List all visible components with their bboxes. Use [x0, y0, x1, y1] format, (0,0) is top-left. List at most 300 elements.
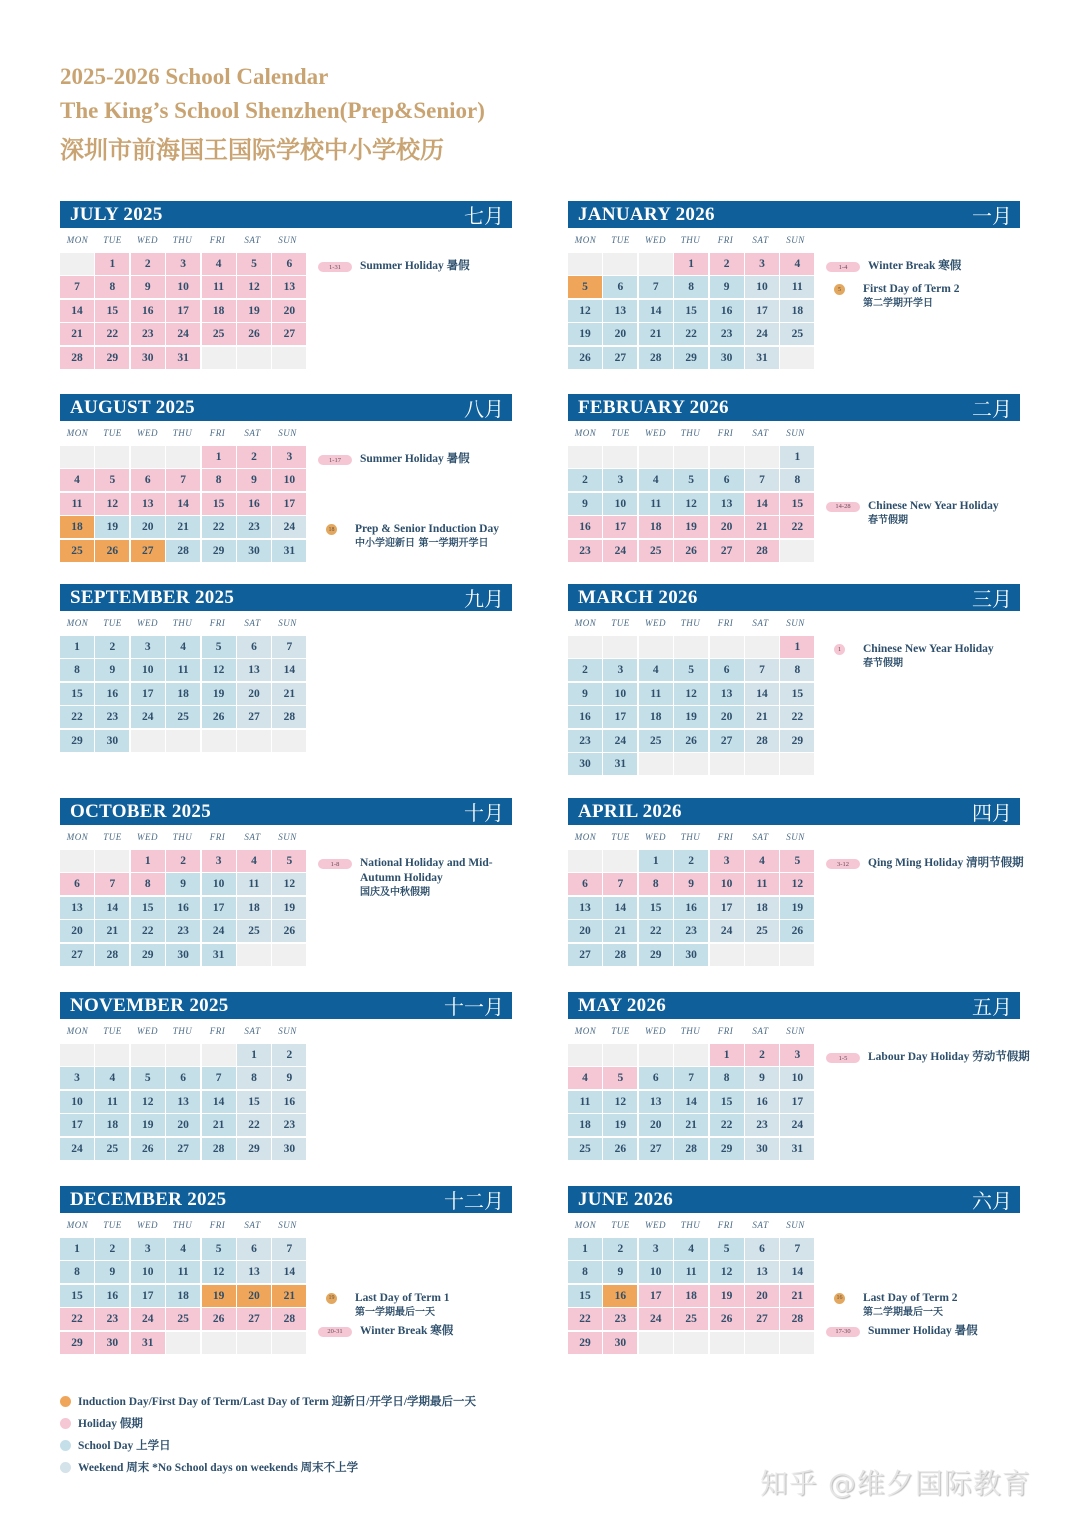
- day-cell-holiday: 21: [60, 323, 94, 345]
- month-header: [60, 992, 512, 1019]
- note-text: [360, 259, 470, 274]
- day-cell-holiday: 8: [95, 276, 129, 298]
- day-cell-school: 15: [60, 683, 94, 705]
- day-cell-weekend: 23: [272, 1114, 306, 1136]
- day-cell-holiday: 31: [131, 1332, 165, 1354]
- month-name: MARCH 2026: [578, 586, 698, 608]
- day-cell-weekend: 14: [272, 1261, 306, 1283]
- day-cell-holiday: 5: [95, 469, 129, 491]
- weekday-label: FRI: [717, 832, 734, 842]
- month-name-chinese: 一月: [972, 204, 1012, 228]
- day-cell-school: 10: [131, 659, 165, 681]
- empty-cell: [166, 1044, 200, 1066]
- weekday-label: THU: [172, 1026, 193, 1036]
- weekday-label: THU: [680, 1026, 701, 1036]
- day-cell-school: 6: [603, 276, 637, 298]
- day-cell-holiday: 6: [272, 253, 306, 275]
- day-cell-school: 21: [202, 1114, 236, 1136]
- weekday-header: [568, 428, 1020, 442]
- day-cell-weekend: 14: [745, 683, 779, 705]
- weekday-label: SUN: [278, 235, 297, 245]
- day-cell-weekend: 28: [745, 730, 779, 752]
- day-cell-weekend: 24: [272, 516, 306, 538]
- day-cell-school: 5: [710, 1238, 744, 1260]
- day-cell-school: 31: [272, 540, 306, 562]
- weekday-label: TUE: [103, 428, 122, 438]
- empty-cell: [710, 636, 744, 658]
- note-label-chinese: 国庆及中秋假期: [360, 887, 430, 898]
- note-item: [318, 522, 499, 551]
- note-label: National Holiday and Mid-Autumn Holiday: [360, 857, 493, 884]
- month-name-chinese: 八月: [464, 397, 504, 421]
- day-cell-school: 18: [95, 1114, 129, 1136]
- day-cell-school: 7: [674, 1067, 708, 1089]
- empty-cell: [603, 1044, 637, 1066]
- blue-dot-icon: [60, 1440, 71, 1451]
- day-cell-school: 19: [95, 516, 129, 538]
- weekday-label: TUE: [103, 1220, 122, 1230]
- day-cell-school: 27: [166, 1138, 200, 1160]
- weekday-header: [60, 1220, 512, 1234]
- day-cell-school: 15: [639, 897, 673, 919]
- weekday-label: TUE: [611, 832, 630, 842]
- day-cell-holiday: 30: [603, 1332, 637, 1354]
- day-cell-weekend: 8: [780, 659, 814, 681]
- note-item: [318, 259, 470, 274]
- day-cell-school: 23: [95, 706, 129, 728]
- empty-cell: [202, 1044, 236, 1066]
- note-label: Chinese New Year Holiday: [863, 643, 994, 655]
- month-june: [568, 1186, 1020, 1354]
- note-label-chinese: 春节假期: [863, 658, 903, 669]
- weekday-label: SUN: [786, 618, 805, 628]
- day-cell-school: 30: [674, 944, 708, 966]
- day-cell-school: 29: [131, 944, 165, 966]
- day-cell-school: 3: [603, 469, 637, 491]
- day-cell-school: 10: [202, 873, 236, 895]
- weekday-label: THU: [680, 1220, 701, 1230]
- note-label: Summer Holiday 暑假: [360, 260, 470, 272]
- empty-cell: [272, 347, 306, 369]
- empty-cell: [710, 944, 744, 966]
- day-cell-school: 2: [95, 636, 129, 658]
- day-cell-holiday: 4: [237, 850, 271, 872]
- day-cell-school: 22: [131, 920, 165, 942]
- empty-cell: [674, 636, 708, 658]
- note-text: [355, 522, 499, 551]
- day-cell-holiday: 23: [603, 1308, 637, 1330]
- day-cell-holiday: 12: [95, 493, 129, 515]
- day-cell-school: 9: [603, 1261, 637, 1283]
- date-range-badge: 1-8: [318, 859, 352, 869]
- day-cell-holiday: 12: [237, 276, 271, 298]
- day-cell-holiday: 2: [131, 253, 165, 275]
- day-cell-holiday: 9: [131, 276, 165, 298]
- day-cell-school: 17: [603, 706, 637, 728]
- weekday-label: FRI: [209, 1026, 226, 1036]
- day-cell-weekend: 19: [272, 897, 306, 919]
- day-cell-holiday: 17: [272, 493, 306, 515]
- day-cell-holiday: 11: [60, 493, 94, 515]
- date-range-badge: 14-28: [826, 502, 860, 512]
- day-cell-school: 4: [674, 1238, 708, 1260]
- day-cell-weekend: 18: [745, 897, 779, 919]
- day-cell-holiday: 8: [639, 873, 673, 895]
- day-cell-school: 14: [674, 1091, 708, 1113]
- day-cell-school: 4: [639, 469, 673, 491]
- date-dot-badge: 19: [326, 1293, 337, 1304]
- weekday-label: THU: [680, 832, 701, 842]
- day-cell-school: 27: [639, 1138, 673, 1160]
- weekday-label: MON: [66, 832, 89, 842]
- day-cell-school: 2: [95, 1238, 129, 1260]
- day-cell-school: 30: [95, 730, 129, 752]
- weekday-label: WED: [137, 618, 158, 628]
- date-dot-badge: 18: [326, 524, 337, 535]
- day-cell-weekend: 24: [710, 920, 744, 942]
- day-cell-school: 15: [60, 1285, 94, 1307]
- empty-cell: [674, 1332, 708, 1354]
- day-cell-school: 4: [166, 636, 200, 658]
- day-cell-holiday: 24: [639, 1308, 673, 1330]
- month-september: [60, 584, 512, 752]
- day-cell-holiday: 23: [95, 1308, 129, 1330]
- day-cell-school: 29: [710, 1138, 744, 1160]
- empty-cell: [780, 944, 814, 966]
- day-cell-school: 25: [639, 730, 673, 752]
- day-cell-school: 11: [674, 1261, 708, 1283]
- day-cell-school: 9: [95, 659, 129, 681]
- day-cell-school: 6: [710, 469, 744, 491]
- day-cell-holiday: 22: [95, 323, 129, 345]
- month-name-chinese: 六月: [972, 1189, 1012, 1213]
- day-cell-holiday: 23: [568, 540, 602, 562]
- weekday-label: FRI: [209, 428, 226, 438]
- month-february: [568, 394, 1020, 562]
- month-july: [60, 201, 512, 369]
- weekday-header: [60, 1026, 512, 1040]
- weekday-label: MON: [66, 1026, 89, 1036]
- day-cell-school: 19: [780, 897, 814, 919]
- weekday-label: MON: [574, 618, 597, 628]
- note-text: [868, 856, 1024, 871]
- weekday-label: WED: [645, 428, 666, 438]
- weekday-label: MON: [574, 1220, 597, 1230]
- day-cell-holiday: 3: [202, 850, 236, 872]
- month-may: [568, 992, 1030, 1160]
- day-cell-holiday: 4: [745, 850, 779, 872]
- day-cell-holiday: 1: [710, 1044, 744, 1066]
- empty-cell: [131, 1044, 165, 1066]
- empty-cell: [131, 730, 165, 752]
- day-cell-holiday: 26: [237, 323, 271, 345]
- day-cell-weekend: 22: [780, 706, 814, 728]
- day-cell-school: 23: [568, 730, 602, 752]
- day-cell-holiday: 15: [202, 493, 236, 515]
- weekday-label: MON: [574, 832, 597, 842]
- day-cell-weekend: 12: [272, 873, 306, 895]
- empty-cell: [95, 850, 129, 872]
- month-name: NOVEMBER 2025: [70, 994, 229, 1016]
- day-cell-holiday: 26: [674, 540, 708, 562]
- day-cell-school: 28: [95, 944, 129, 966]
- day-cell-school: 30: [710, 347, 744, 369]
- day-cell-holiday: 22: [568, 1308, 602, 1330]
- empty-cell: [603, 446, 637, 468]
- day-cell-holiday: 16: [131, 300, 165, 322]
- day-cell-holiday: 1: [131, 850, 165, 872]
- day-cell-school: 11: [568, 1091, 602, 1113]
- note-item: [826, 642, 994, 671]
- note-label: Prep & Senior Induction Day: [355, 523, 499, 536]
- month-november: [60, 992, 512, 1160]
- day-cell-school: 5: [674, 469, 708, 491]
- day-cell-holiday: 20: [745, 1285, 779, 1307]
- day-cell-weekend: 21: [272, 683, 306, 705]
- weekday-label: MON: [66, 235, 89, 245]
- empty-cell: [272, 944, 306, 966]
- empty-cell: [568, 850, 602, 872]
- empty-cell: [272, 1332, 306, 1354]
- day-cell-school: 12: [202, 659, 236, 681]
- note-label: Winter Break 寒假: [360, 1324, 454, 1337]
- legend-item-event: [60, 1390, 476, 1412]
- weekday-label: WED: [137, 1220, 158, 1230]
- weekday-label: FRI: [717, 428, 734, 438]
- empty-cell: [603, 850, 637, 872]
- weekday-label: FRI: [209, 1220, 226, 1230]
- note-text: [868, 259, 961, 274]
- month-header: [60, 584, 512, 611]
- date-range-badge: 17-30: [826, 1327, 860, 1337]
- day-cell-holiday: 8: [202, 469, 236, 491]
- day-cell-school: 10: [639, 1261, 673, 1283]
- weekday-label: SUN: [278, 618, 297, 628]
- day-cell-holiday: 28: [780, 1308, 814, 1330]
- day-cell-school: 16: [568, 706, 602, 728]
- note-item: [826, 282, 959, 311]
- day-cell-holiday: 16: [237, 493, 271, 515]
- day-cell-holiday: 14: [745, 493, 779, 515]
- day-cell-school: 11: [95, 1091, 129, 1113]
- day-cell-weekend: 7: [272, 1238, 306, 1260]
- day-cell-holiday: 28: [272, 1308, 306, 1330]
- note-text: [360, 856, 495, 900]
- weekday-label: WED: [137, 235, 158, 245]
- day-cell-weekend: 30: [272, 1138, 306, 1160]
- day-cell-weekend: 7: [745, 469, 779, 491]
- day-cell-holiday: 26: [710, 1308, 744, 1330]
- day-cell-school: 22: [60, 706, 94, 728]
- day-cell-weekend: 9: [745, 1067, 779, 1089]
- month-header: [568, 1186, 1020, 1213]
- weekday-label: SUN: [278, 428, 297, 438]
- weekday-header: [60, 618, 512, 632]
- weekday-label: WED: [137, 1026, 158, 1036]
- day-cell-weekend: 14: [272, 659, 306, 681]
- month-january: [568, 201, 1020, 369]
- day-cell-school: 16: [95, 683, 129, 705]
- note-text: [863, 642, 994, 671]
- day-cell-holiday: 17: [166, 300, 200, 322]
- day-cell-event: 18: [60, 516, 94, 538]
- day-cell-school: 13: [639, 1091, 673, 1113]
- weekday-label: SUN: [278, 832, 297, 842]
- note-item: [826, 1291, 958, 1320]
- note-item: [318, 452, 470, 467]
- empty-cell: [237, 347, 271, 369]
- day-cell-weekend: 9: [272, 1067, 306, 1089]
- weekday-label: MON: [574, 428, 597, 438]
- month-header: [60, 394, 512, 421]
- day-cell-school: 8: [710, 1067, 744, 1089]
- day-cell-holiday: 9: [237, 469, 271, 491]
- day-cell-school: 9: [568, 683, 602, 705]
- day-cell-weekend: 1: [780, 446, 814, 468]
- day-cell-school: 6: [710, 659, 744, 681]
- note-item: [826, 1050, 1030, 1065]
- note-label: Qing Ming Holiday 清明节假期: [868, 857, 1024, 869]
- day-cell-school: 22: [639, 920, 673, 942]
- empty-cell: [639, 1044, 673, 1066]
- empty-cell: [745, 446, 779, 468]
- day-cell-school: 15: [131, 897, 165, 919]
- weekday-header: [60, 428, 512, 442]
- weekday-label: SAT: [752, 428, 769, 438]
- empty-cell: [166, 1332, 200, 1354]
- weekday-label: TUE: [103, 1026, 122, 1036]
- day-cell-weekend: 29: [237, 1138, 271, 1160]
- weekday-label: SUN: [786, 235, 805, 245]
- day-cell-event: 16: [603, 1285, 637, 1307]
- note-text: [863, 282, 959, 311]
- weekday-label: THU: [680, 618, 701, 628]
- day-cell-school: 28: [166, 540, 200, 562]
- weekday-label: SUN: [278, 1026, 297, 1036]
- weekday-label: SAT: [752, 1026, 769, 1036]
- day-cell-event: 27: [131, 540, 165, 562]
- day-cell-school: 20: [639, 1114, 673, 1136]
- day-cell-weekend: 17: [780, 1091, 814, 1113]
- day-cell-school: 30: [568, 753, 602, 775]
- day-cell-school: 13: [568, 897, 602, 919]
- day-cell-school: 29: [202, 540, 236, 562]
- day-cell-holiday: 18: [202, 300, 236, 322]
- empty-cell: [674, 446, 708, 468]
- empty-cell: [710, 753, 744, 775]
- legend-label: Weekend 周末 *No School days on weekends 周末不上学: [78, 1462, 359, 1474]
- weekday-label: MON: [66, 1220, 89, 1230]
- day-cell-holiday: 2: [166, 850, 200, 872]
- month-name-chinese: 四月: [972, 801, 1012, 825]
- month-header: [568, 798, 1020, 825]
- day-cell-weekend: 23: [745, 1114, 779, 1136]
- day-cell-school: 12: [603, 1091, 637, 1113]
- day-cell-school: 25: [166, 706, 200, 728]
- weekday-header: [568, 618, 1020, 632]
- day-cell-event: 25: [60, 540, 94, 562]
- day-cell-school: 1: [60, 1238, 94, 1260]
- day-cell-weekend: 28: [272, 706, 306, 728]
- legend-item-holiday: [60, 1412, 476, 1434]
- note-text: [360, 1324, 453, 1339]
- day-cell-school: 9: [710, 276, 744, 298]
- empty-cell: [272, 730, 306, 752]
- day-cell-holiday: 14: [166, 493, 200, 515]
- day-cell-school: 21: [166, 516, 200, 538]
- weekday-label: SAT: [752, 1220, 769, 1230]
- day-cell-holiday: 10: [272, 469, 306, 491]
- day-cell-holiday: 29: [60, 1332, 94, 1354]
- day-grid: [60, 636, 512, 752]
- empty-cell: [745, 1332, 779, 1354]
- month-name-chinese: 二月: [972, 397, 1012, 421]
- day-cell-school: 26: [131, 1138, 165, 1160]
- title-line-3-chinese: 深圳市前海国王国际学校中小学校历: [60, 135, 444, 164]
- day-cell-school: 27: [710, 730, 744, 752]
- legend: [60, 1390, 476, 1478]
- day-cell-holiday: 31: [166, 347, 200, 369]
- day-cell-holiday: 2: [710, 253, 744, 275]
- day-cell-holiday: 26: [202, 1308, 236, 1330]
- weekday-label: FRI: [209, 832, 226, 842]
- day-cell-school: 10: [60, 1091, 94, 1113]
- day-cell-school: 16: [166, 897, 200, 919]
- day-cell-school: 11: [639, 493, 673, 515]
- day-cell-holiday: 19: [237, 300, 271, 322]
- weekday-header: [568, 235, 1020, 249]
- empty-cell: [674, 753, 708, 775]
- weekday-label: SAT: [244, 235, 261, 245]
- day-cell-school: 13: [166, 1091, 200, 1113]
- day-cell-holiday: 19: [674, 516, 708, 538]
- day-cell-holiday: 3: [166, 253, 200, 275]
- weekday-label: THU: [680, 428, 701, 438]
- weekday-label: THU: [172, 832, 193, 842]
- note-label-chinese: 春节假期: [868, 514, 908, 526]
- note-label-chinese: 第二学期开学日: [863, 298, 933, 310]
- day-cell-school: 11: [166, 659, 200, 681]
- day-cell-school: 12: [710, 1261, 744, 1283]
- empty-cell: [166, 730, 200, 752]
- day-cell-school: 2: [674, 850, 708, 872]
- day-cell-holiday: 6: [131, 469, 165, 491]
- day-cell-school: 30: [166, 944, 200, 966]
- day-cell-school: 16: [95, 1285, 129, 1307]
- date-range-badge: 3-12: [826, 859, 860, 869]
- day-cell-holiday: 7: [60, 276, 94, 298]
- empty-cell: [60, 253, 94, 275]
- day-cell-holiday: 1: [202, 446, 236, 468]
- day-cell-school: 2: [603, 1238, 637, 1260]
- day-cell-school: 5: [131, 1067, 165, 1089]
- day-cell-holiday: 1: [674, 253, 708, 275]
- day-cell-holiday: 24: [166, 323, 200, 345]
- day-cell-holiday: 20: [272, 300, 306, 322]
- day-cell-school: 26: [603, 1138, 637, 1160]
- weekday-label: SUN: [786, 1026, 805, 1036]
- day-cell-school: 11: [166, 1261, 200, 1283]
- month-name-chinese: 五月: [972, 995, 1012, 1019]
- day-cell-holiday: 6: [60, 873, 94, 895]
- month-header: [60, 201, 512, 228]
- weekday-label: TUE: [611, 1220, 630, 1230]
- day-cell-school: 10: [131, 1261, 165, 1283]
- weekday-label: FRI: [209, 618, 226, 628]
- day-cell-school: 14: [639, 300, 673, 322]
- day-cell-school: 2: [568, 469, 602, 491]
- day-cell-holiday: 17: [603, 516, 637, 538]
